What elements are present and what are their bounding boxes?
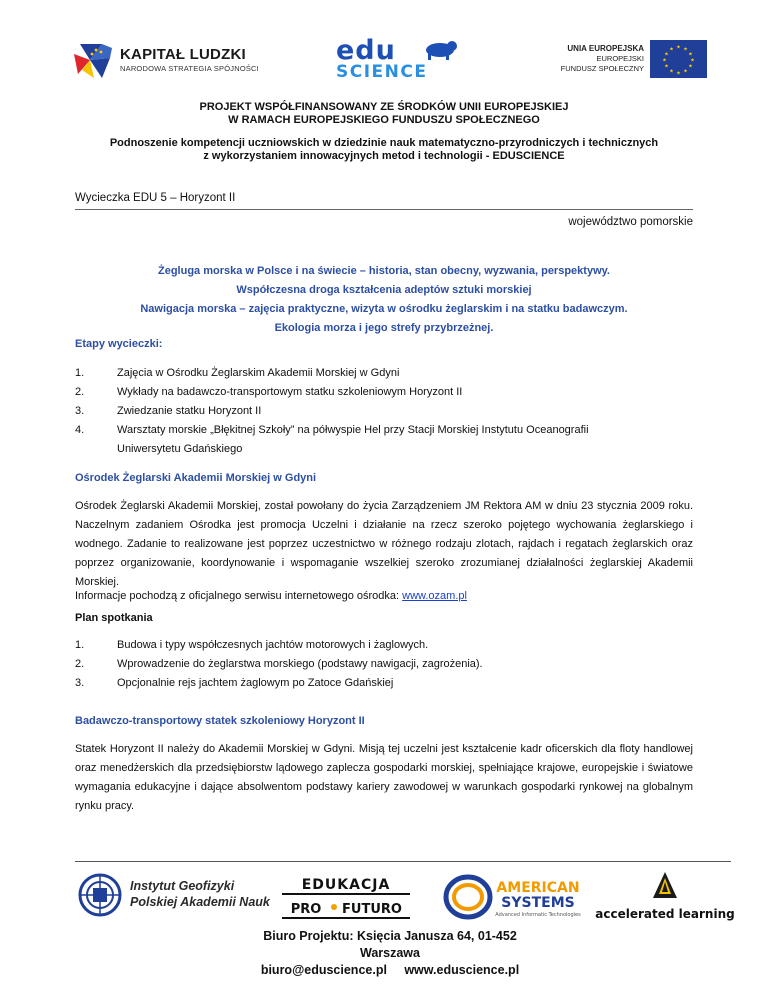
svg-text:★: ★ [669,68,674,75]
list-number: 4. [75,424,85,436]
pf-bottom-left: PRO [290,902,322,917]
ue-line2: EUROPEJSKI [596,54,644,63]
svg-text:★: ★ [683,68,688,75]
footer-address: Biuro Projektu: Księcia Janusza 64, 01-452 Warszawa [263,929,517,960]
title-divider [75,209,693,210]
as-top-text: AMERICAN [496,880,580,896]
list-number: 1. [75,639,85,651]
svg-text:★: ★ [676,70,681,77]
eduscience-logo-top: edu [336,35,396,66]
list-text: Zwiedzanie statku Horyzont II [117,405,262,417]
svg-text:★: ★ [688,63,693,70]
kapital-ludzki-subtitle: NARODOWA STRATEGIA SPÓJNOŚCI [120,64,259,73]
stages-heading: Etapy wycieczki: [75,338,163,350]
list-item-continuation [75,440,693,459]
list-item [75,421,693,440]
plan-list [75,636,693,693]
list-text: Zajęcia w Ośrodku Żeglarskim Akademii Morskiej w Gdyni [117,367,400,379]
list-item [75,655,693,674]
region-label: województwo pomorskie [568,216,693,228]
kapital-ludzki-logo-icon [72,40,114,80]
list-text: Budowa i typy współczesnych jachtów motorowych i żaglowych. [117,639,429,651]
list-text: Wprowadzenie do żeglarstwa morskiego (podstawy nawigacji, zagrożenia). [117,658,483,670]
svg-text:★: ★ [676,44,681,51]
topics-block [75,262,693,338]
list-text: Warsztaty morskie „Błękitnej Szkoły” na półwyspie Hel przy Stacji Morskiej Instytutu Oceanografii [117,424,589,436]
svg-text:★: ★ [690,57,695,64]
ue-line1: UNIA EUROPEJSKA [567,44,644,53]
ig-line1: Instytut Geofizyki [130,879,235,893]
topic-line: Współczesna droga kształcenia adeptów sztuki morskiej [236,284,532,296]
list-number: 3. [75,677,85,689]
ozam-link[interactable]: www.ozam.pl [402,590,467,602]
section2-heading: Badawczo-transportowy statek szkoleniowy Horyzont II [75,715,365,727]
list-item [75,636,693,655]
eu-flag-icon [650,40,707,78]
american-systems-logo [442,874,582,920]
info-paragraph [75,587,693,606]
polar-bear-icon [426,41,457,60]
list-text: Opcjonalnie rejs jachtem żaglowym po Zatoce Gdańskiej [117,677,394,689]
pf-bottom-right: FUTURO [342,902,402,917]
pf-top-text: EDUKACJA [301,877,391,893]
list-number: 1. [75,367,85,379]
svg-text:★: ★ [669,46,674,53]
topic-line: Nawigacja morska – zajęcia praktyczne, wizyta w ośrodku żeglarskim i na statku badawczym. [140,303,628,315]
list-item [75,364,693,383]
section2-paragraph: Statek Horyzont II należy do Akademii Morskiej w Gdyni. Misją tej uczelni jest kształcenie kadr oficerskich dla floty handlowej oraz menedżerskich dla przedsiębiorstw lądowego zaplecza gospodarki morskiej, spełniające krajowe, europejskie i światowe wymagania edukacyjne i dające absolwentom podstawy kariery zawodowej w warunkach gospodarki rynkowej na globalnym rynku pracy. [75,743,693,812]
document-title: Wycieczka EDU 5 – Horyzont II [75,192,236,204]
footer-website[interactable]: www.eduscience.pl [404,963,520,977]
eduscience-logo [328,35,463,82]
list-item [75,674,693,693]
list-item [75,402,693,421]
instytut-geofizyki-logo-icon [78,873,122,917]
list-number: 2. [75,658,85,670]
footer-email[interactable]: biuro@eduscience.pl [260,963,387,977]
project-line4: z wykorzystaniem innowacyjnych metod i technologii - EDUSCIENCE [203,150,565,162]
project-header-2 [60,137,708,163]
info-text: Informacje pochodzą z oficjalnego serwisu internetowego ośrodka: [75,590,403,602]
topic-line: Ekologia morza i jego strefy przybrzeżnej. [274,322,494,334]
footer-contacts [240,962,540,979]
section1-paragraph: Ośrodek Żeglarski Akademii Morskiej, został powołany do życia Zarządzeniem JM Rektora AM w dniu 23 stycznia 2009 roku. Naczelnym zadaniem Ośrodka jest promocja Uczelni i działanie na rzecz szeroko pojętego wychowania żeglarskiego i wodnego. Zadanie to realizowane jest poprzez uczestnictwo w różnego rodzaju zlotach, rajdach i regatach żeglarskich oraz poprzez organizowanie, koordynowanie i wspomaganie wszelkiej szeroko zrozumianej działalności żeglarskiej Akademii Morskiej. [75,500,693,588]
project-line2: W RAMACH EUROPEJSKIEGO FUNDUSZU SPOŁECZNEGO [228,114,540,126]
list-number: 3. [75,405,85,417]
eduscience-logo-bottom: SCIENCE [336,62,428,82]
footer-divider [75,861,731,862]
svg-text:★: ★ [683,46,688,53]
edukacja-pro-futuro-logo [278,873,414,921]
as-sub-text: Advanced Informatic Technologies [495,912,581,918]
project-line3: Podnoszenie kompetencji uczniowskich w dziedzinie nauk matematyczno-przyrodniczych i technicznych [109,137,659,149]
ig-line2: Polskiej Akademii Nauk [130,895,270,909]
project-line1: PROJEKT WSPÓŁFINANSOWANY ZE ŚRODKÓW UNII EUROPEJSKIEJ [199,101,569,113]
ue-line3: FUNDUSZ SPOŁECZNY [560,64,644,73]
list-number: 2. [75,386,85,398]
list-item [75,383,693,402]
as-mid-text: SYSTEMS [501,895,575,911]
instytut-geofizyki-text [130,878,270,910]
svg-text:★: ★ [664,51,669,58]
eu-text-block [560,44,644,74]
accelerated-learning-logo [595,870,735,922]
plan-heading: Plan spotkania [75,612,153,624]
topic-line: Żegluga morska w Polsce i na świecie – historia, stan obecny, wyzwania, perspektywy. [158,265,610,277]
list-text: Wykłady na badawczo-transportowym statku szkoleniowym Horyzont II [117,386,463,398]
svg-text:★: ★ [662,57,667,64]
svg-text:★: ★ [688,51,693,58]
project-header-1 [60,101,708,127]
al-text: accelerated learning [595,907,735,921]
footer-address-block [240,928,540,979]
section1-heading: Ośrodek Żeglarski Akademii Morskiej w Gdyni [75,472,317,484]
stages-list [75,364,693,459]
list-text: Uniwersytetu Gdańskiego [117,443,243,455]
svg-text:★: ★ [664,63,669,70]
kapital-ludzki-title: KAPITAŁ LUDZKI [120,46,246,63]
